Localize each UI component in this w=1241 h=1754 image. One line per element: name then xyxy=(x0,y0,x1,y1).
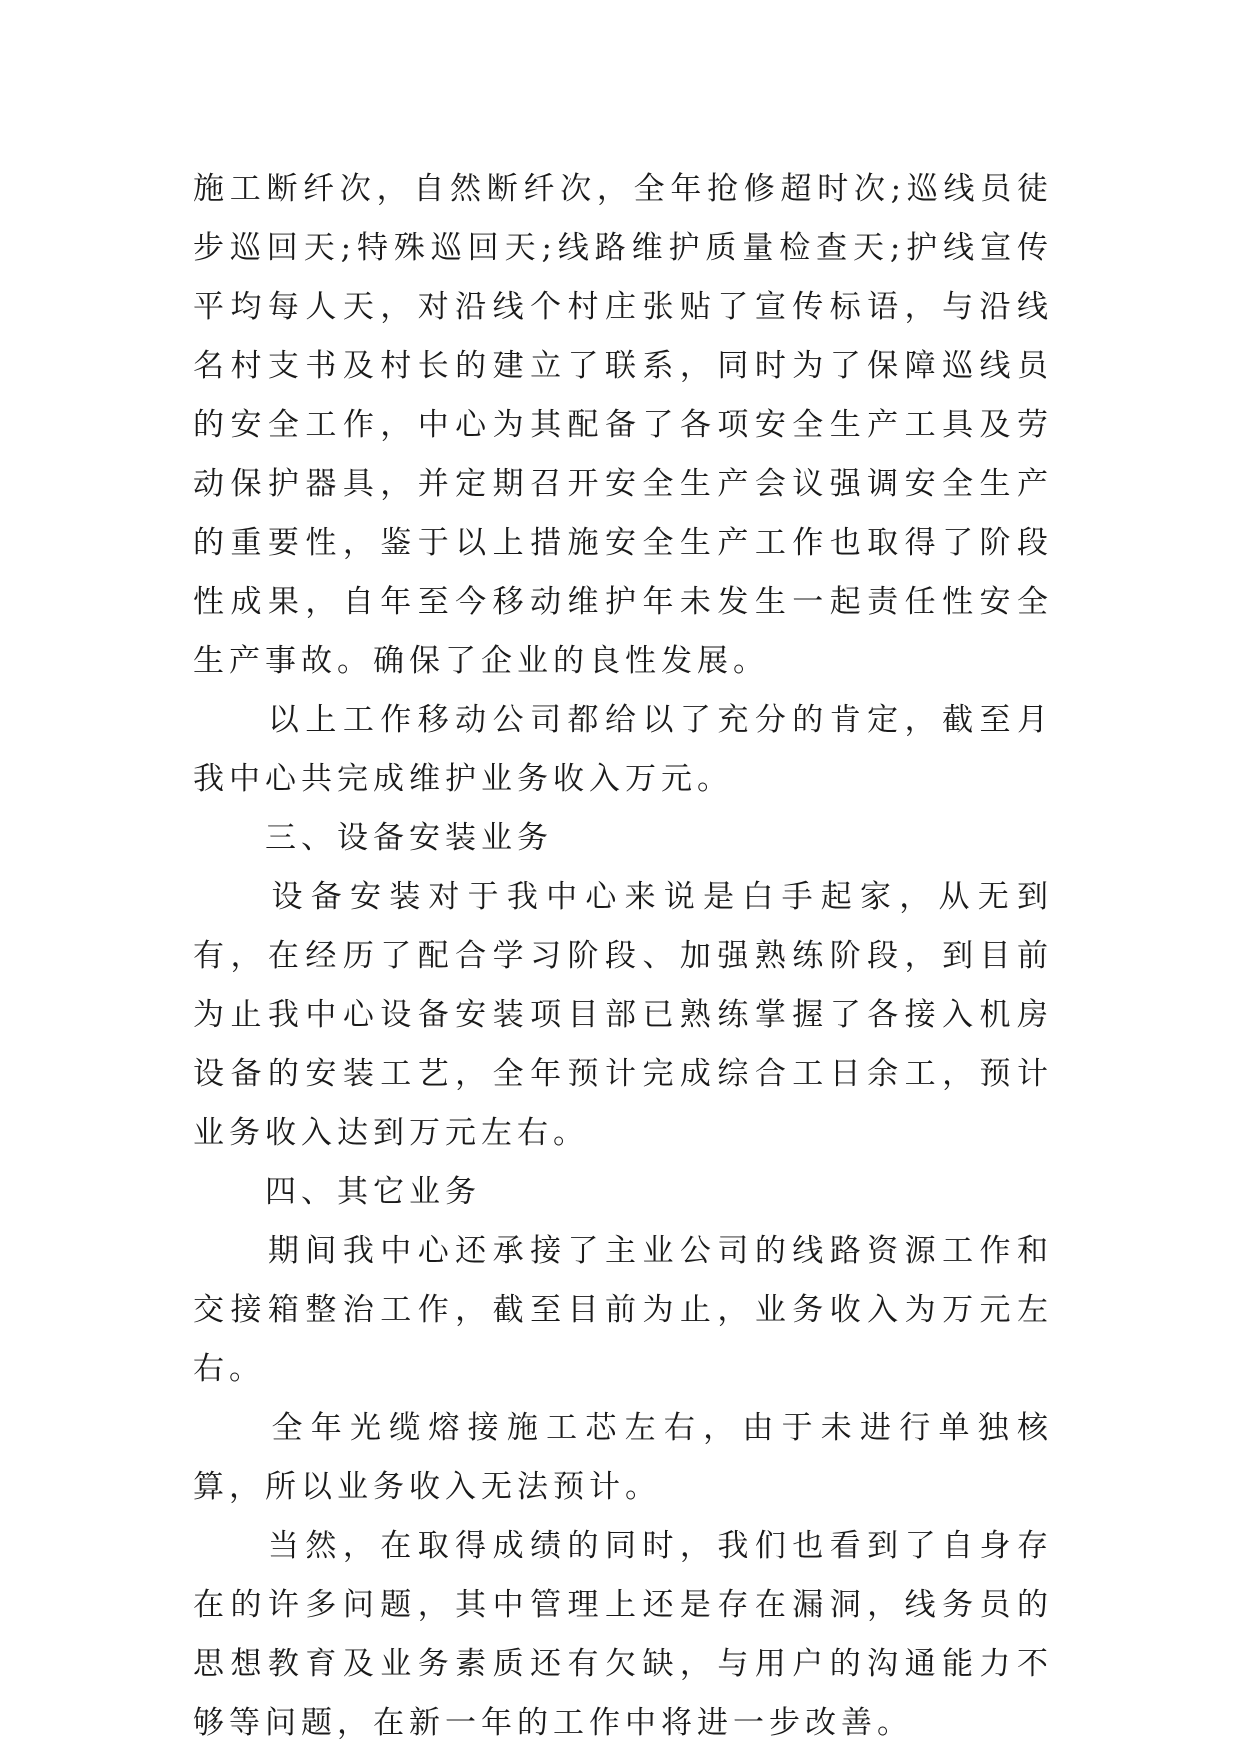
paragraph-safety-summary: 施工断纤次，自然断纤次，全年抢修超时次;巡线员徒步巡回天;特殊巡回天;线路维护质量检查天;护线宣传平均每人天，对沿线个村庄张贴了宣传标语，与沿线名村支书及村长的建立了联系，同时为了保障巡线员的安全工作，中心为其配备了各项安全生产工具及劳动保护器具，并定期召开安全生产会议强调安全生产的重要性，鉴于以上措施安全生产工作也取得了阶段性成果，自年至今移动维护年未发生一起责任性安全生产事故。确保了企业的良性发展。 xyxy=(193,171,1053,679)
paragraph-other-business: 期间我中心还承接了主业公司的线路资源工作和交接箱整治工作，截至目前为止，业务收入为万元左右。 xyxy=(193,1233,1053,1387)
paragraph-equipment-installation: 设备安装对于我中心来说是白手起家，从无到有，在经历了配合学习阶段、加强熟练阶段，到目前为止我中心设备安装项目部已熟练掌握了各接入机房设备的安装工艺，全年预计完成综合工日余工，预计业务收入达到万元左右。 xyxy=(193,879,1053,1151)
paragraph-fiber-splicing: 全年光缆熔接施工芯左右，由于未进行单独核算，所以业务收入无法预计。 xyxy=(193,1410,1053,1505)
paragraph-problems-improvement: 当然，在取得成绩的同时，我们也看到了自身存在的许多问题，其中管理上还是存在漏洞，线务员的思想教育及业务素质还有欠缺，与用户的沟通能力不够等问题，在新一年的工作中将进一步改善。 xyxy=(193,1528,1053,1741)
heading-equipment-installation: 三、设备安装业务 xyxy=(193,820,553,856)
paragraph-maintenance-revenue: 以上工作移动公司都给以了充分的肯定，截至月我中心共完成维护业务收入万元。 xyxy=(193,702,1053,797)
document-body xyxy=(193,160,1053,1753)
heading-other-business: 四、其它业务 xyxy=(193,1174,481,1210)
